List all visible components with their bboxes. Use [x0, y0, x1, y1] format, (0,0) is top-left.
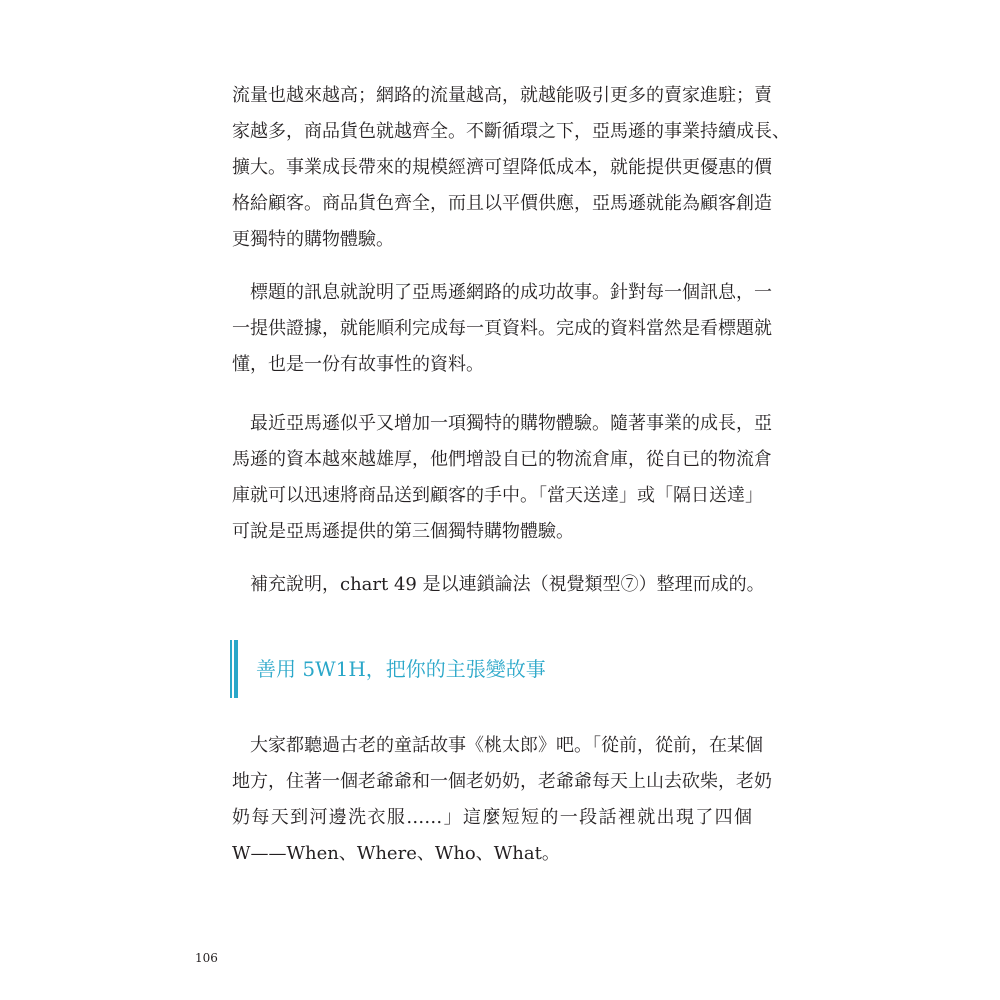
text-line: 奶每天到河邊洗衣服……」這麼短短的一段話裡就出現了四個	[232, 807, 752, 828]
text-line: 格給顧客。商品貨色齊全，而且以平價供應，亞馬遜就能為顧客創造	[232, 193, 772, 214]
text-line: 擴大。事業成長帶來的規模經濟可望降低成本，就能提供更優惠的價	[232, 157, 772, 178]
section-heading: 善用 5W1H，把你的主張變故事	[256, 657, 546, 681]
text-line: 一提供證據，就能順利完成每一頁資料。完成的資料當然是看標題就	[232, 318, 772, 339]
text-line: 庫就可以迅速將商品送到顧客的手中。「當天送達」或「隔日送達」	[232, 485, 763, 506]
text-line: 標題的訊息就說明了亞馬遜網路的成功故事。針對每一個訊息，一	[232, 282, 772, 303]
paragraph-4	[232, 567, 765, 603]
text-line: 地方，住著一個老爺爺和一個老奶奶，老爺爺每天上山去砍柴，老奶	[232, 771, 772, 792]
text-line: 懂，也是一份有故事性的資料。	[232, 354, 484, 375]
heading-bar-thick	[234, 640, 238, 698]
text-line: 家越多，商品貨色就越齊全。不斷循環之下，亞馬遜的事業持續成長、	[232, 121, 790, 142]
paragraph-3	[232, 406, 772, 550]
text-line: 最近亞馬遜似乎又增加一項獨特的購物體驗。隨著事業的成長，亞	[232, 413, 772, 434]
text-line: 補充說明，chart 49 是以連鎖論法（視覺類型⑦）整理而成的。	[232, 574, 765, 595]
section-heading-bar	[230, 640, 238, 698]
text-line: 馬遜的資本越來越雄厚，他們增設自已的物流倉庫，從自已的物流倉	[232, 449, 772, 470]
text-line: W——When、Where、Who、What。	[232, 843, 560, 864]
text-line: 更獨特的購物體驗。	[232, 229, 394, 250]
text-line: 可說是亞馬遜提供的第三個獨特購物體驗。	[232, 521, 574, 542]
page-number: 106	[195, 951, 218, 965]
paragraph-5	[232, 728, 772, 872]
paragraph-1	[232, 78, 790, 258]
paragraph-2	[232, 275, 772, 383]
text-line: 流量也越來越高；網路的流量越高，就越能吸引更多的賣家進駐；賣	[232, 85, 772, 106]
text-line: 大家都聽過古老的童話故事《桃太郎》吧。「從前，從前，在某個	[232, 735, 763, 756]
heading-bar-thin	[230, 640, 232, 698]
